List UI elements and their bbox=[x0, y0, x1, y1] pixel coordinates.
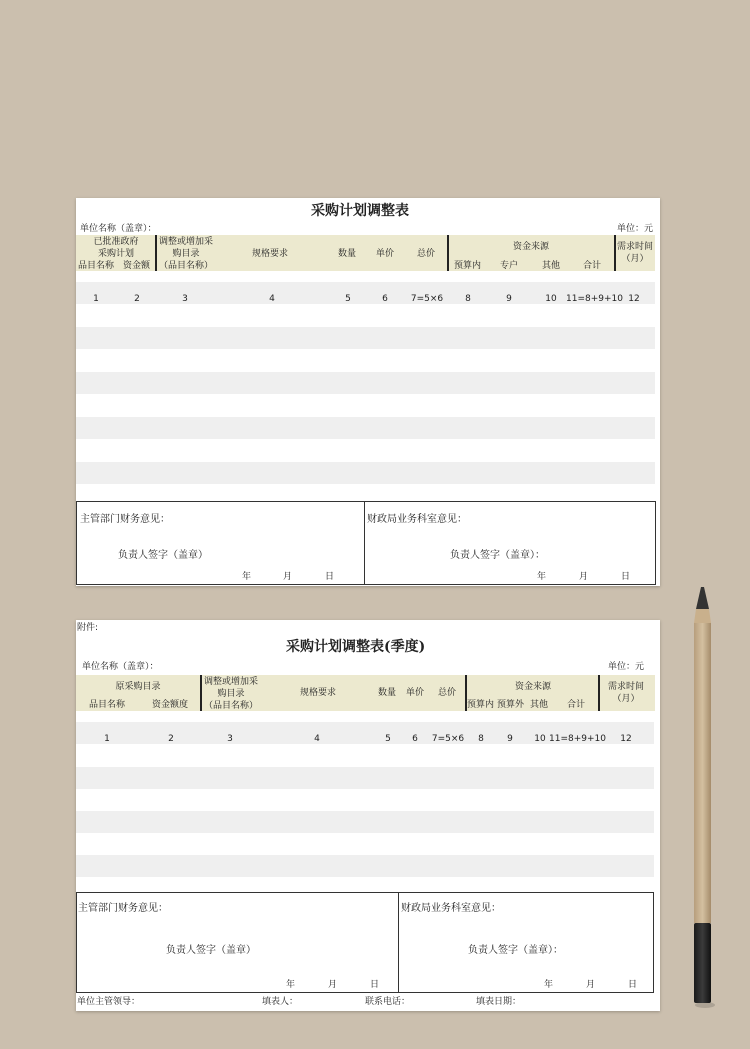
header-special: 专户 bbox=[500, 261, 519, 271]
index-cell: 7=5×6 bbox=[431, 734, 465, 744]
month-label: 月 bbox=[586, 980, 596, 990]
index-cell: 2 bbox=[134, 294, 140, 304]
sign-left-label: 负责人签字（盖章） bbox=[118, 550, 208, 561]
header-need-time: 需求时间 bbox=[607, 682, 644, 692]
index-cell: 9 bbox=[506, 294, 512, 304]
header-original: 原采购目录 bbox=[115, 682, 161, 692]
form-sheet-2 bbox=[76, 620, 660, 1011]
header-adjust: 购目录 bbox=[217, 689, 245, 699]
header-total: 总价 bbox=[417, 249, 436, 259]
header-adjust: 购目录 bbox=[172, 249, 200, 259]
table-row bbox=[76, 462, 655, 484]
pencil-decoration bbox=[688, 585, 718, 1010]
year-label: 年 bbox=[242, 572, 252, 582]
header-sum: 合计 bbox=[583, 261, 602, 271]
header-price: 单价 bbox=[376, 249, 395, 259]
sheet2-title: 采购计划调整表(季度) bbox=[286, 639, 426, 655]
sign-right-label: 负责人签字（盖章）： bbox=[450, 550, 545, 561]
index-cell: 12 bbox=[628, 294, 640, 304]
header-other: 其他 bbox=[542, 261, 561, 271]
header-adjust: 调整或增加采 bbox=[203, 677, 258, 687]
header-approved-plan: 采购计划 bbox=[97, 249, 134, 259]
header-adjust: （品目名称） bbox=[158, 261, 213, 271]
header-spec: 规格要求 bbox=[300, 688, 337, 698]
attachment-label: 附件: bbox=[77, 623, 99, 633]
index-cell: 3 bbox=[182, 294, 188, 304]
header-sum: 合计 bbox=[567, 700, 586, 710]
header-item-name: 品目名称 bbox=[78, 261, 115, 271]
header-need-time: 需求时间 bbox=[616, 242, 653, 252]
header-budget-in: 预算内 bbox=[454, 261, 482, 271]
header-fund-source: 资金来源 bbox=[512, 242, 549, 252]
year-label: 年 bbox=[537, 572, 547, 582]
header-divider bbox=[447, 235, 449, 271]
sheet1-title: 采购计划调整表 bbox=[311, 203, 409, 219]
footer-leader: 单位主管领导： bbox=[77, 997, 141, 1007]
header-amount: 资金额度 bbox=[152, 700, 189, 710]
index-cell: 8 bbox=[465, 294, 471, 304]
table-row bbox=[76, 811, 654, 833]
index-cell: 2 bbox=[168, 734, 174, 744]
year-label: 年 bbox=[544, 980, 554, 990]
header-divider bbox=[598, 675, 600, 711]
header-adjust: （品目名称） bbox=[203, 701, 258, 711]
header-need-time: （月） bbox=[621, 254, 649, 264]
index-cell: 9 bbox=[507, 734, 513, 744]
index-cell: 6 bbox=[382, 294, 388, 304]
header-approved-plan: 已批准政府 bbox=[93, 237, 139, 247]
header-item-name: 品目名称 bbox=[89, 700, 126, 710]
header-amount: 资金额 bbox=[123, 261, 151, 271]
footer-filler: 填表人： bbox=[262, 997, 299, 1007]
day-label: 日 bbox=[628, 980, 638, 990]
unit-name-label: 单位名称（盖章）： bbox=[82, 662, 159, 672]
table-row bbox=[76, 855, 654, 877]
index-cell: 11=8+9+10 bbox=[549, 734, 606, 744]
header-fund-source: 资金来源 bbox=[514, 682, 551, 692]
opinion-divider bbox=[398, 892, 399, 993]
day-label: 日 bbox=[621, 572, 631, 582]
index-cell: 11=8+9+10 bbox=[566, 294, 623, 304]
table-row bbox=[76, 767, 654, 789]
unit-label: 单位：元 bbox=[617, 224, 654, 234]
footer-phone: 联系电话： bbox=[365, 997, 411, 1007]
header-price: 单价 bbox=[406, 688, 425, 698]
index-cell: 12 bbox=[620, 734, 632, 744]
day-label: 日 bbox=[370, 980, 380, 990]
index-cell: 7=5×6 bbox=[410, 294, 444, 304]
index-cell: 1 bbox=[104, 734, 110, 744]
index-cell: 5 bbox=[385, 734, 391, 744]
header-divider bbox=[614, 235, 616, 271]
header-other: 其他 bbox=[530, 700, 549, 710]
year-label: 年 bbox=[286, 980, 296, 990]
month-label: 月 bbox=[328, 980, 338, 990]
footer-date: 填表日期： bbox=[476, 997, 522, 1007]
opinion-left-label: 主管部门财务意见： bbox=[78, 903, 168, 914]
header-total: 总价 bbox=[438, 688, 457, 698]
table-row bbox=[76, 372, 655, 394]
index-cell: 3 bbox=[227, 734, 233, 744]
month-label: 月 bbox=[579, 572, 589, 582]
index-cell: 10 bbox=[534, 734, 546, 744]
opinion-right-label: 财政局业务科室意见： bbox=[401, 903, 501, 914]
header-budget-out: 预算外 bbox=[497, 700, 525, 710]
index-cell: 5 bbox=[345, 294, 351, 304]
opinion-right-label: 财政局业务科室意见： bbox=[367, 514, 467, 525]
index-cell: 4 bbox=[269, 294, 275, 304]
form-sheet-1 bbox=[76, 198, 660, 586]
sign-right-label: 负责人签字（盖章）： bbox=[468, 945, 563, 956]
index-cell: 6 bbox=[412, 734, 418, 744]
index-cell: 10 bbox=[545, 294, 557, 304]
header-need-time: （月） bbox=[612, 694, 640, 704]
sign-left-label: 负责人签字（盖章） bbox=[166, 945, 256, 956]
month-label: 月 bbox=[283, 572, 293, 582]
index-cell: 8 bbox=[478, 734, 484, 744]
unit-name-label: 单位名称（盖章）： bbox=[80, 224, 157, 234]
opinion-divider bbox=[364, 501, 365, 585]
header-budget-in: 预算内 bbox=[467, 700, 495, 710]
unit-label: 单位：元 bbox=[608, 662, 645, 672]
table-row bbox=[76, 327, 655, 349]
table-row bbox=[76, 417, 655, 439]
header-adjust: 调整或增加采 bbox=[158, 237, 213, 247]
header-qty: 数量 bbox=[338, 249, 357, 259]
opinion-left-label: 主管部门财务意见： bbox=[80, 514, 170, 525]
index-cell: 4 bbox=[314, 734, 320, 744]
index-cell: 1 bbox=[93, 294, 99, 304]
header-spec: 规格要求 bbox=[252, 249, 289, 259]
header-qty: 数量 bbox=[378, 688, 397, 698]
day-label: 日 bbox=[325, 572, 335, 582]
